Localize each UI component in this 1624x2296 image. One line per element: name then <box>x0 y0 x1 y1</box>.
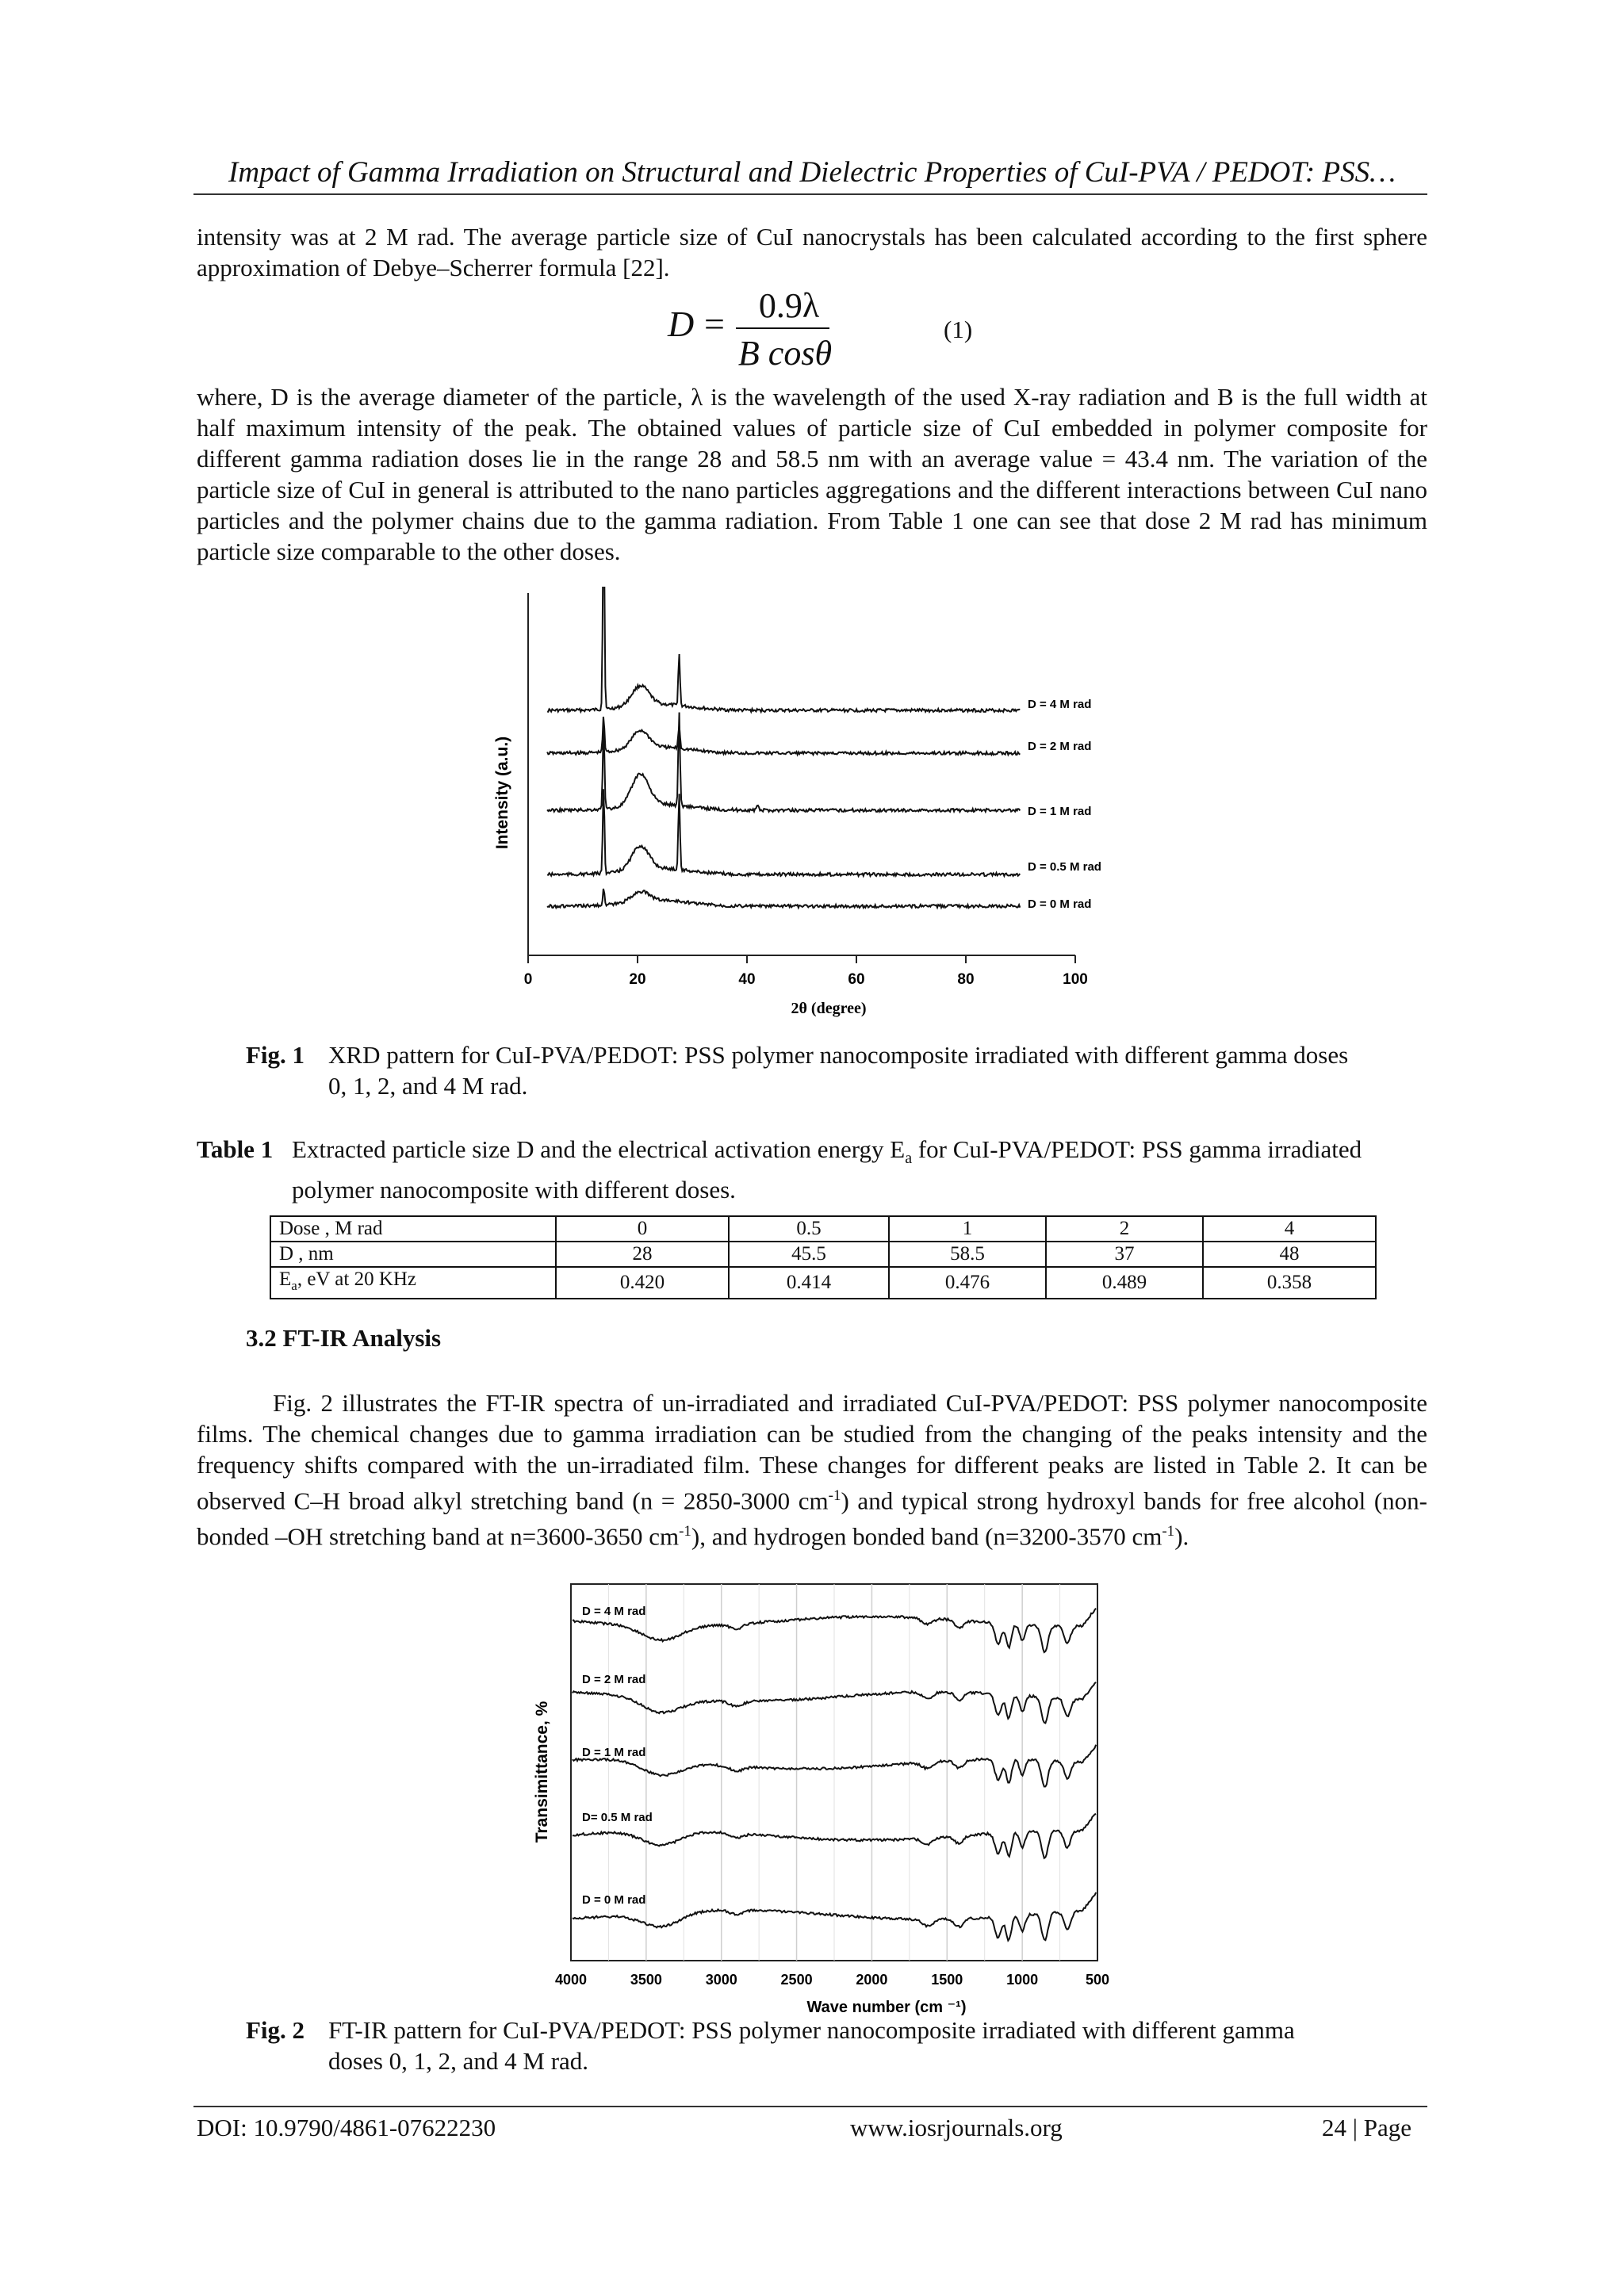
ftir-series-label: D= 0.5 M rad <box>582 1811 653 1824</box>
paragraph-3-part-a: Fig. 2 illustrates the FT-IR spectra of un-irradiated and irradiated CuI-PVA/PEDOT: PSS polymer nanocomposite films. The chemical changes due to gamma irradiation can be studied from the changing of the peaks intensity and the frequency shifts compared with the un-irradiated film. These changes for different peaks are listed in Table 2. It can be observed C–H broad alkyl stretching band (n = 2850-3000 cm <box>197 1389 1427 1515</box>
table1-caption-text <box>292 1134 1418 1205</box>
ftir-x-tick-label: 2500 <box>780 1972 813 1988</box>
table-cell: D , nm <box>270 1242 556 1267</box>
xrd-series-label: D = 4 M rad <box>1028 698 1092 711</box>
equation-label: (1) <box>944 316 973 343</box>
table1-caption <box>197 1134 1434 1205</box>
fig2-caption-label: Fig. 2 <box>246 2016 305 2044</box>
equation-equals: = <box>704 304 725 344</box>
table-cell: 2 <box>1046 1216 1203 1242</box>
xrd-series-label: D = 2 M rad <box>1028 740 1092 753</box>
xrd-series-line <box>547 713 1020 813</box>
fig2-caption-text: FT-IR pattern for CuI-PVA/PEDOT: PSS polymer nanocomposite irradiated with different gamma doses 0, 1, 2, and 4 M rad. <box>328 2016 1295 2075</box>
table-cell: 0.5 <box>729 1216 889 1242</box>
ftir-x-tick-label: 1500 <box>931 1972 963 1988</box>
ftir-x-tick-label: 3500 <box>630 1972 662 1988</box>
ftir-x-tick-label: 500 <box>1085 1972 1110 1988</box>
ftir-series-label: D = 4 M rad <box>582 1605 646 1618</box>
xrd-series-line <box>547 789 1020 876</box>
xrd-x-tick-label: 20 <box>629 971 646 988</box>
xrd-series-line <box>547 587 1020 712</box>
table-cell-label-main: E <box>279 1269 292 1290</box>
xrd-x-axis-label: 2θ (degree) <box>791 1000 867 1017</box>
table-cell: 0 <box>556 1216 729 1242</box>
fig2-caption <box>246 2015 1427 2076</box>
xrd-series-label: D = 1 M rad <box>1028 805 1092 818</box>
equation-lhs: D <box>668 304 695 344</box>
equation-denominator: B cosθ <box>737 334 833 373</box>
table-cell-label-rest: , eV at 20 KHz <box>297 1269 417 1290</box>
paragraph-3-part-d: ). <box>1174 1522 1189 1551</box>
xrd-x-tick-label: 60 <box>848 971 865 988</box>
equation-numerator: 0.9λ <box>758 286 820 325</box>
ftir-x-tick-label: 4000 <box>554 1972 588 1988</box>
paragraph-2: where, D is the average diameter of the particle, λ is the wavelength of the used X-ray radiation and B is the full width at half maximum intensity of the peak. The obtained values of particle size of CuI embedded in polymer composite for different gamma radiation doses lie in the range 28 and 58.5 nm with an average value = 43.4 nm. The variation of the particle size of CuI in general is attributed to the nano particles aggregations and the different interactions between CuI nano particles and the polymer chains due to the gamma radiation. From Table 1 one can see that dose 2 M rad has minimum particle size comparable to the other doses. <box>197 383 1427 565</box>
ftir-series-label: D = 1 M rad <box>582 1746 646 1759</box>
fig1-caption-label: Fig. 1 <box>246 1041 305 1069</box>
table-cell: 4 <box>1203 1216 1376 1242</box>
superscript: -1 <box>1162 1523 1175 1540</box>
xrd-chart <box>476 587 1158 1031</box>
xrd-x-tick-label: 0 <box>523 971 533 988</box>
xrd-x-tick-label: 40 <box>738 971 756 988</box>
table-cell <box>270 1267 556 1299</box>
xrd-series-label: D = 0 M rad <box>1028 897 1092 911</box>
table1-caption-sub: a <box>905 1150 913 1168</box>
table-cell: 1 <box>889 1216 1046 1242</box>
table-cell: 37 <box>1046 1242 1203 1267</box>
fig1-caption <box>246 1039 1427 1101</box>
section-heading: 3.2 FT-IR Analysis <box>246 1324 442 1352</box>
ftir-series-label: D = 0 M rad <box>582 1893 646 1907</box>
table1 <box>270 1215 1377 1299</box>
footer-page: 24 | Page <box>1322 2114 1411 2141</box>
table-cell: 28 <box>556 1242 729 1267</box>
table-cell-label-sub: a <box>291 1278 297 1293</box>
equation-fraction-bar <box>736 327 829 329</box>
paragraph-1: intensity was at 2 M rad. The average particle size of CuI nanocrystals has been calculated according to the first sphere approximation of Debye–Scherrer formula [22]. <box>197 223 1427 281</box>
xrd-series-line <box>547 717 1020 755</box>
paragraph-3 <box>197 1387 1427 1552</box>
table-cell: 0.489 <box>1046 1267 1203 1299</box>
xrd-series-label: D = 0.5 M rad <box>1028 860 1101 874</box>
table1-caption-part-b: for CuI-PVA/PEDOT: PSS gamma irradiated polymer nanocomposite with different doses. <box>292 1135 1362 1204</box>
table-cell: 0.414 <box>729 1267 889 1299</box>
table-row <box>270 1267 1376 1299</box>
ftir-y-axis-label: Transimittance, % <box>533 1701 551 1843</box>
table-cell: 0.358 <box>1203 1267 1376 1299</box>
header-rule <box>193 193 1427 195</box>
table-cell: 0.476 <box>889 1267 1046 1299</box>
footer-doi: DOI: 10.9790/4861-07622230 <box>197 2114 496 2141</box>
footer-rule <box>193 2106 1427 2107</box>
ftir-chart <box>523 1578 1142 2022</box>
table-row <box>270 1216 1376 1242</box>
table-cell: 48 <box>1203 1242 1376 1267</box>
ftir-series-label: D = 2 M rad <box>582 1673 646 1686</box>
superscript: -1 <box>679 1523 691 1540</box>
ftir-x-tick-label: 3000 <box>705 1972 737 1988</box>
ftir-x-tick-label: 2000 <box>856 1972 888 1988</box>
table-cell: Dose , M rad <box>270 1216 556 1242</box>
table1-caption-label: Table 1 <box>197 1135 274 1163</box>
xrd-axes <box>528 593 1075 955</box>
table-cell: 45.5 <box>729 1242 889 1267</box>
fig1-caption-text: XRD pattern for CuI-PVA/PEDOT: PSS polymer nanocomposite irradiated with different gamma doses 0, 1, 2, and 4 M rad. <box>328 1041 1349 1100</box>
ftir-x-tick-label: 1000 <box>1006 1972 1039 1988</box>
table-cell: 0.420 <box>556 1267 729 1299</box>
paragraph-3-part-c: ), and hydrogen bonded band (n=3200-3570 cm <box>691 1522 1162 1551</box>
xrd-series-line <box>547 889 1020 908</box>
xrd-x-tick-label: 100 <box>1063 971 1088 988</box>
superscript: -1 <box>828 1487 841 1504</box>
xrd-x-tick-label: 80 <box>957 971 975 988</box>
xrd-y-axis-label: Intensity (a.u.) <box>493 736 511 850</box>
table1-caption-part-a: Extracted particle size D and the electrical activation energy E <box>292 1135 906 1163</box>
ftir-x-axis-label: Wave number (cm ⁻¹) <box>806 1999 967 2016</box>
paragraph-3-part-b: ) and typical strong hydroxyl bands for free alcohol (non-bonded –OH stretching band at n=3600-3650 cm <box>197 1487 1427 1551</box>
table-cell: 58.5 <box>889 1242 1046 1267</box>
running-header-title: Impact of Gamma Irradiation on Structural and Dielectric Properties of CuI-PVA / PEDOT: PSS… <box>228 156 1396 189</box>
table-row <box>270 1242 1376 1267</box>
footer-site: www.iosrjournals.org <box>850 2114 1063 2141</box>
